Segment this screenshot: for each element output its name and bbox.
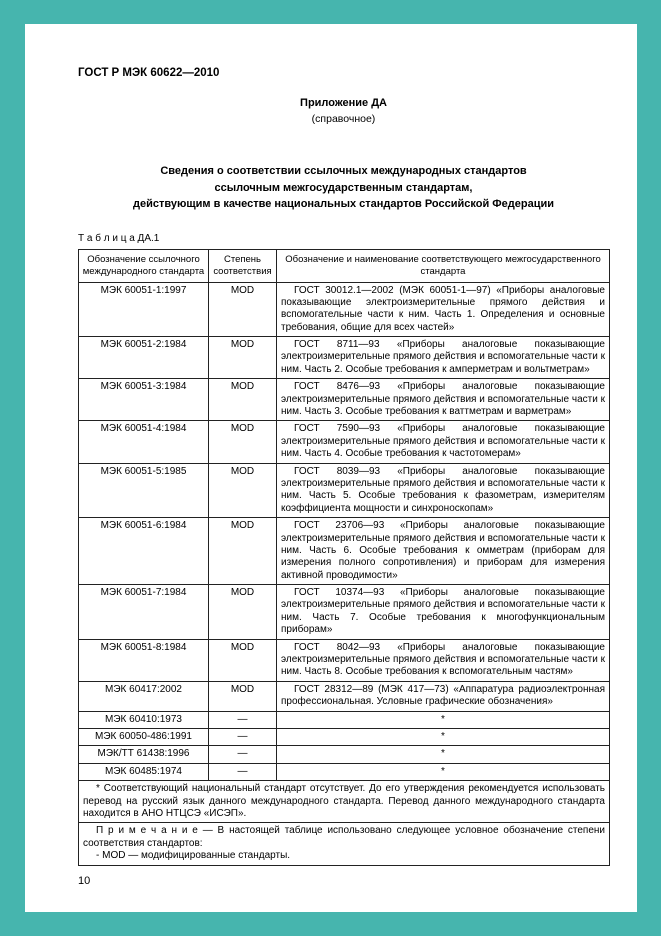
intl-standard-cell: МЭК 60051-6:1984 xyxy=(79,518,209,585)
table-row xyxy=(79,337,610,379)
correspondence-table xyxy=(78,249,610,866)
annex-title: Приложение ДА xyxy=(300,97,387,109)
section-title xyxy=(78,163,609,213)
intl-standard-cell: МЭК 60051-7:1984 xyxy=(79,585,209,640)
gost-standard-cell: ГОСТ 8476—93 «Приборы аналоговые показывающие электроизмерительные прямого действия и вспомогательные части к ним. Часть 3. Особые требования к ваттметрам и варметрам» xyxy=(277,379,610,421)
intl-standard-cell: МЭК/ТТ 61438:1996 xyxy=(79,746,209,763)
section-title-line-1: Сведения о соответствии ссылочных международных стандартов xyxy=(160,165,527,178)
degree-cell: MOD xyxy=(209,421,277,463)
page-number: 10 xyxy=(78,875,91,887)
annex-subtitle: (справочное) xyxy=(311,112,376,125)
table-row xyxy=(79,763,610,780)
degree-cell: MOD xyxy=(209,379,277,421)
section-title-line-2: ссылочным межгосударственным стандартам, xyxy=(214,181,473,194)
degree-cell: MOD xyxy=(209,518,277,585)
degree-cell: — xyxy=(209,711,277,728)
table-row xyxy=(79,639,610,681)
table-header-row xyxy=(79,249,610,282)
header-intl-standard: Обозначение ссылочного международного стандарта xyxy=(79,249,209,282)
section-title-line-3: действующим в качестве национальных стандартов Российской Федерации xyxy=(132,198,555,211)
table-row xyxy=(79,746,610,763)
gost-standard-cell: ГОСТ 23706—93 «Приборы аналоговые показывающие электроизмерительные прямого действия и вспомогательные части к ним. Часть 6. Особые требования к омметрам (приборам для измерения полного сопротивления) и приборам для измерения активной проводимости» xyxy=(277,518,610,585)
degree-cell: MOD xyxy=(209,282,277,337)
table-row xyxy=(79,379,610,421)
note-cell xyxy=(79,823,610,865)
gost-standard-cell: * xyxy=(277,763,610,780)
degree-cell: — xyxy=(209,746,277,763)
intl-standard-cell: МЭК 60051-2:1984 xyxy=(79,337,209,379)
document-page xyxy=(25,24,637,912)
intl-standard-cell: МЭК 60051-5:1985 xyxy=(79,463,209,518)
note-text: П р и м е ч а н и е — В настоящей таблице использовано следующее условное обозначение степени соответствия стандартов: xyxy=(83,825,605,849)
table-row xyxy=(79,463,610,518)
gost-standard-cell: * xyxy=(277,729,610,746)
degree-cell: MOD xyxy=(209,463,277,518)
table-row xyxy=(79,711,610,728)
intl-standard-cell: МЭК 60051-1:1997 xyxy=(79,282,209,337)
intl-standard-cell: МЭК 60417:2002 xyxy=(79,681,209,711)
gost-standard-cell: ГОСТ 7590—93 «Приборы аналоговые показывающие электроизмерительные прямого действия и вспомогательные части к ним. Часть 4. Особые требования к частотомерам» xyxy=(277,421,610,463)
gost-standard-cell: ГОСТ 10374—93 «Приборы аналоговые показывающие электроизмерительные прямого действия и вспомогательные части к ним. Часть 7. Особые требования к многофункциональным приборам» xyxy=(277,585,610,640)
degree-cell: — xyxy=(209,763,277,780)
note-row xyxy=(79,823,610,865)
intl-standard-cell: МЭК 60051-4:1984 xyxy=(79,421,209,463)
gost-standard-cell: * xyxy=(277,746,610,763)
table-row xyxy=(79,681,610,711)
intl-standard-cell: МЭК 60410:1973 xyxy=(79,711,209,728)
table-label: Т а б л и ц а ДА.1 xyxy=(78,232,160,244)
gost-standard-cell: ГОСТ 30012.1—2002 (МЭК 60051-1—97) «Приборы аналоговые показывающие электроизмерительные прямого действия и вспомогательные части к ним. Часть 1. Определения и основные требования, общие для всех частей» xyxy=(277,282,610,337)
intl-standard-cell: МЭК 60051-3:1984 xyxy=(79,379,209,421)
gost-standard-cell: ГОСТ 28312—89 (МЭК 417—73) «Аппаратура радиоэлектронная профессиональная. Условные графические обозначения» xyxy=(277,681,610,711)
gost-standard-cell: ГОСТ 8042—93 «Приборы аналоговые показывающие электроизмерительные прямого действия и вспомогательные части к ним. Часть 8. Особые требования к вспомогательным частям» xyxy=(277,639,610,681)
degree-cell: — xyxy=(209,729,277,746)
table-row xyxy=(79,282,610,337)
header-degree: Степень соответствия xyxy=(209,249,277,282)
degree-cell: MOD xyxy=(209,681,277,711)
header-gost-standard: Обозначение и наименование соответствующего межгосударственного стандарта xyxy=(277,249,610,282)
footnote-row xyxy=(79,781,610,823)
gost-standard-cell: * xyxy=(277,711,610,728)
gost-standard-cell: ГОСТ 8711—93 «Приборы аналоговые показывающие электроизмерительные прямого действия и вспомогательные части к ним. Часть 2. Особые требования к амперметрам и вольтметрам» xyxy=(277,337,610,379)
table-row xyxy=(79,421,610,463)
table-row xyxy=(79,729,610,746)
table-row xyxy=(79,518,610,585)
degree-cell: MOD xyxy=(209,337,277,379)
table-row xyxy=(79,585,610,640)
annex-heading xyxy=(78,95,609,127)
gost-standard-cell: ГОСТ 8039—93 «Приборы аналоговые показывающие электроизмерительные прямого действия и вспомогательные части к ним. Часть 5. Особые требования к фазометрам, измерителям коэффициента мощности и синхроноскопам» xyxy=(277,463,610,518)
degree-cell: MOD xyxy=(209,585,277,640)
footnote-text: * Соответствующий национальный стандарт отсутствует. До его утверждения рекомендуется использовать перевод на русский язык данного международного стандарта. Перевод данного международного стандарта находится в АНО НТЦСЭ «ИСЭП». xyxy=(79,781,610,823)
doc-code: ГОСТ Р МЭК 60622—2010 xyxy=(78,67,220,79)
note-item: - MOD — модифицированные стандарты. xyxy=(96,850,291,862)
intl-standard-cell: МЭК 60051-8:1984 xyxy=(79,639,209,681)
intl-standard-cell: МЭК 60050-486:1991 xyxy=(79,729,209,746)
intl-standard-cell: МЭК 60485:1974 xyxy=(79,763,209,780)
degree-cell: MOD xyxy=(209,639,277,681)
